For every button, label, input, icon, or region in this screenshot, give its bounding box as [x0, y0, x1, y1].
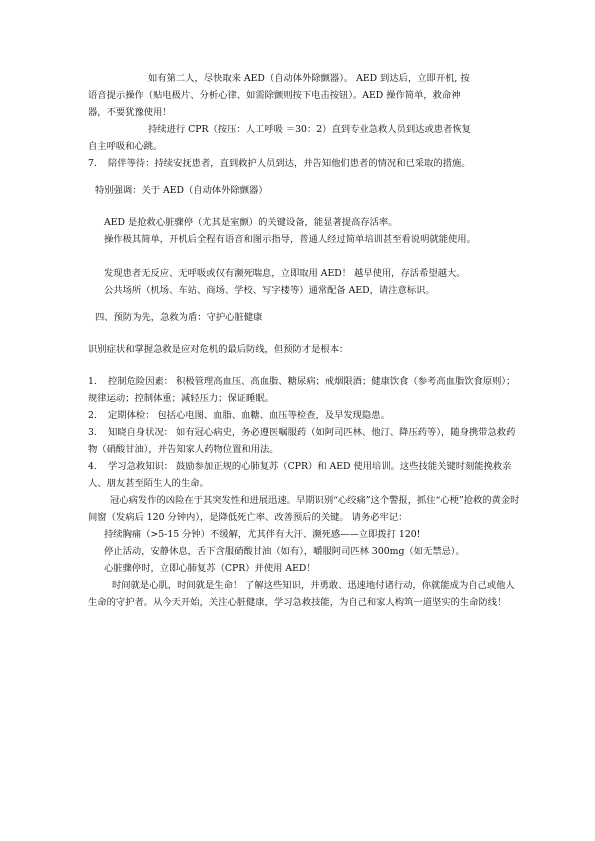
prevention-item-1: [88, 373, 520, 407]
aed-paragraph-3: 发现患者无反应、无呼吸或仅有濒死喘息，立即取用 AED！ 越早使用，存活希望越大。: [104, 268, 466, 279]
item-number: 4.: [88, 461, 97, 472]
reminder-2: 停止活动，安静休息，舌下含服硝酸甘油（如有），嚼服阿司匹林 300mg（如无禁忌）。: [104, 546, 465, 557]
step-7: [88, 155, 520, 172]
aed-paragraph-1: AED 是抢救心脏骤停（尤其是室颤）的关键设备，能显著提高存活率。: [104, 217, 398, 228]
aed-paragraph-4: 公共场所（机场、车站、商场、学校、写字楼等）通常配备 AED，请注意标识。: [104, 285, 435, 296]
aed-heading: 特别强调：关于 AED（自动体外除颤器）: [95, 185, 268, 196]
prevention-item-4: [88, 458, 520, 492]
section-4-heading: 四、预防为先，急救为盾：守护心脏健康: [95, 312, 263, 323]
item-text: 知晓自身状况： 如有冠心病史，务必遵医嘱服药（如阿司匹林、他汀、降压药等），随身携带急救药物（硝酸甘油），并告知家人药物位置和用法。: [88, 427, 516, 456]
section-4-intro: 识别症状和掌握急救是应对危机的最后防线，但预防才是根本：: [88, 344, 349, 355]
item-text: 学习急救知识： 鼓励参加正规的心肺复苏（CPR）和 AED 使用培训。这些技能关键时刻能挽救亲人、朋友甚至陌生人的生命。: [88, 461, 512, 490]
aed-step-line-2: 语音提示操作（贴电极片、分析心律、如需除颤则按下电击按钮）。AED 操作简单，救命神: [88, 90, 461, 101]
prevention-item-3: [88, 424, 520, 458]
item-text: 定期体检： 包括心电图、血脂、血糖、血压等检查，及早发现隐患。: [108, 410, 390, 421]
closing-paragraph: 时间就是心肌，时间就是生命！ 了解这些知识，并勇敢、迅速地付诸行动，你就能成为自己或他人生命的守护者。从今天开始，关注心脏健康，学习急救技能，为自己和家人构筑一道坚实的生命防线！: [88, 580, 515, 609]
item-number: 3.: [88, 427, 97, 438]
aed-paragraph-2: 操作极其简单，开机后全程有语音和图示指导，普通人经过简单培训甚至看说明就能使用。: [104, 234, 476, 245]
prevention-item-2: [88, 407, 520, 424]
reminder-3: 心脏骤停时，立即心肺复苏（CPR）并使用 AED！: [104, 563, 316, 574]
item-text: 控制危险因素： 积极管理高血压、高血脂、糖尿病；戒烟限酒；健康饮食（参考高血脂饮食原则）；规律运动；控制体重；减轻压力；保证睡眠。: [88, 376, 516, 405]
cpr-step-line-2: 自主呼吸和心跳。: [88, 141, 163, 152]
summary-paragraph: 冠心病发作的凶险在于其突发性和进展迅速。早期识别“心绞痛”这个警报，抓住“心梗”抢救的黄金时间窗（发病后 120 分钟内），是降低死亡率、改善预后的关键。 请务必牢记：: [88, 495, 520, 524]
item-number: 2.: [88, 410, 97, 421]
step-7-number: 7.: [88, 158, 97, 169]
aed-step-line-1: 如有第二人，尽快取来 AED（自动体外除颤器）。 AED 到达后，立即开机, 按: [148, 73, 470, 84]
item-number: 1.: [88, 376, 97, 387]
step-7-text: 陪伴等待：持续安抚患者，直到救护人员到达，并告知他们患者的情况和已采取的措施。: [108, 158, 471, 169]
cpr-step-line-1: 持续进行 CPR（按压：人工呼吸 ＝30：2）直到专业急救人员到达或患者恢复: [148, 124, 471, 135]
aed-step-line-3: 器，不要犹豫使用！: [88, 107, 172, 118]
reminder-1: 持续胸痛（>5-15 分钟）不缓解，尤其伴有大汗、濒死感——立即拨打 120!: [104, 529, 421, 540]
